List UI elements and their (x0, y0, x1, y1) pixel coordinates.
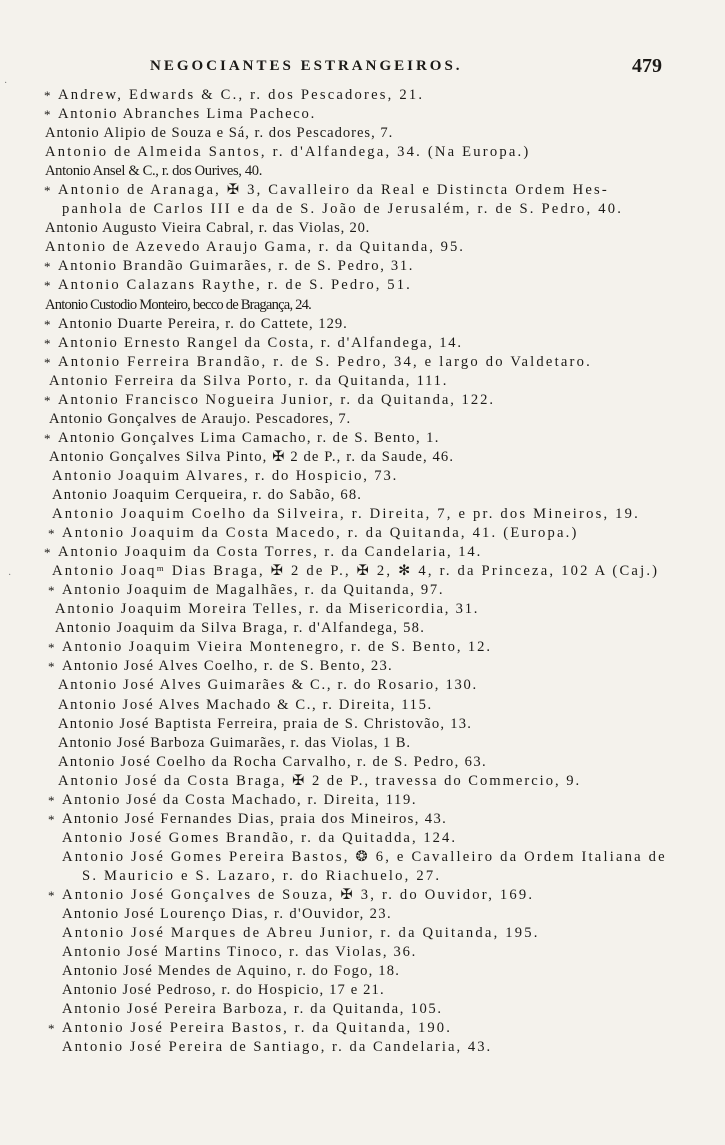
entry-text: Antonio Joaquim de Magalhães, r. da Quitanda, 97. (62, 582, 445, 599)
directory-entry (0, 848, 725, 867)
entry-continuation (0, 867, 725, 886)
directory-entry (0, 962, 725, 981)
entry-text: Antonio Augusto Vieira Cabral, r. das Violas, 20. (45, 220, 371, 237)
entry-text: Antonio José Alves Machado & C., r. Direita, 115. (58, 696, 433, 713)
directory-entry (0, 696, 725, 715)
directory-entry (0, 353, 725, 372)
directory-entry (0, 276, 725, 295)
entry-text: Antonio Abranches Lima Pacheco. (58, 106, 317, 123)
directory-entry (0, 810, 725, 829)
entry-text: Antonio José Martins Tinoco, r. das Violas, 36. (62, 944, 417, 961)
entry-text: Antonio Joaquim Alvares, r. do Hospicio, 73. (52, 467, 399, 484)
directory-entry (0, 1019, 725, 1038)
entry-text: Antonio Francisco Nogueira Junior, r. da Quitanda, 122. (58, 391, 496, 408)
directory-entry (0, 429, 725, 448)
directory-entry (0, 296, 725, 315)
directory-entry (0, 86, 725, 105)
entry-text: Antonio Brandão Guimarães, r. de S. Pedro, 31. (58, 258, 415, 275)
entry-text: Antonio José Baptista Ferreira, praia de S. Christovão, 13. (58, 715, 473, 732)
entry-text: Antonio Joaquim da Costa Macedo, r. da Quitanda, 41. (Europa.) (62, 525, 579, 542)
asterisk-marker: * (44, 316, 51, 332)
entry-text: Antonio Ernesto Rangel da Costa, r. d'Alfandega, 14. (58, 334, 463, 351)
directory-entry (0, 543, 725, 562)
directory-entry (0, 505, 725, 524)
entry-text: Antonio de Aranaga, ✠ 3, Cavalleiro da Real e Distincta Ordem Hes- (58, 182, 609, 199)
directory-entry (0, 981, 725, 1000)
directory-entry (0, 600, 725, 619)
entry-text: Antonio José da Costa Braga, ✠ 2 de P., travessa do Commercio, 9. (58, 772, 582, 789)
directory-entry (0, 715, 725, 734)
directory-entry (0, 124, 725, 143)
asterisk-marker: * (48, 887, 55, 903)
directory-entry (0, 943, 725, 962)
asterisk-marker: * (44, 354, 51, 370)
entry-text: panhola de Carlos III e da de S. João de Jerusalém, r. de S. Pedro, 40. (62, 201, 624, 218)
directory-entry (0, 238, 725, 257)
directory-entry (0, 676, 725, 695)
running-title: NEGOCIANTES ESTRANGEIROS. (150, 58, 463, 74)
directory-entry (0, 905, 725, 924)
directory-entry (0, 734, 725, 753)
asterisk-marker: * (48, 811, 55, 827)
directory-entry (0, 391, 725, 410)
entry-text: Antonio José Fernandes Dias, praia dos Mineiros, 43. (62, 810, 448, 827)
asterisk-marker: * (44, 259, 51, 275)
directory-entry (0, 886, 725, 905)
directory-entry (0, 638, 725, 657)
entry-text: Antonio Joaquim Cerqueira, r. do Sabão, 68. (52, 486, 363, 503)
entry-text: Antonio Ansel & C., r. dos Ourives, 40. (45, 163, 263, 180)
entry-text: Antonio Duarte Pereira, r. do Cattete, 129. (58, 315, 348, 332)
directory-entry (0, 1038, 725, 1057)
asterisk-marker: * (44, 430, 51, 446)
entry-text: Antonio José da Costa Machado, r. Direita, 119. (62, 791, 418, 808)
entry-text: Antonio Ferreira da Silva Porto, r. da Quitanda, 111. (49, 372, 449, 389)
entry-text: Antonio Joaquim da Silva Braga, r. d'Alfandega, 58. (55, 620, 426, 637)
directory-entry (0, 791, 725, 810)
directory-entry (0, 924, 725, 943)
asterisk-marker: * (44, 392, 51, 408)
entry-text: Antonio José Pereira Barboza, r. da Quitanda, 105. (62, 1001, 443, 1018)
entry-text: Antonio de Azevedo Araujo Gama, r. da Quitanda, 95. (45, 239, 465, 256)
entry-text: Antonio Joaquim Moreira Telles, r. da Misericordia, 31. (55, 601, 480, 618)
margin-dot: · (8, 570, 12, 581)
directory-entry (0, 1000, 725, 1019)
entry-continuation (0, 200, 725, 219)
directory-entry (0, 315, 725, 334)
margin-dot: · (4, 78, 8, 89)
directory-entry (0, 219, 725, 238)
entry-text: Antonio José Lourenço Dias, r. d'Ouvidor, 23. (62, 906, 392, 923)
asterisk-marker: * (44, 335, 51, 351)
asterisk-marker: * (44, 88, 51, 103)
directory-entry (0, 524, 725, 543)
entry-list (0, 86, 725, 1057)
entry-text: Antonio Joaquim Coelho da Silveira, r. Direita, 7, e pr. dos Mineiros, 19. (52, 506, 640, 523)
entry-text: Antonio Joaqᵐ Dias Braga, ✠ 2 de P., ✠ 2, ✻ 4, r. da Princeza, 102 A (Caj.) (52, 563, 660, 580)
entry-text: Antonio Gonçalves Lima Camacho, r. de S. Bento, 1. (58, 429, 440, 446)
directory-entry (0, 334, 725, 353)
directory-entry (0, 181, 725, 200)
directory-entry (0, 257, 725, 276)
directory-entry (0, 372, 725, 391)
entry-text: Antonio José Alves Coelho, r. de S. Bento, 23. (62, 658, 393, 675)
entry-text: Antonio de Almeida Santos, r. d'Alfandega, 34. (Na Europa.) (45, 144, 531, 161)
directory-entry (0, 410, 725, 429)
entry-text: Antonio Gonçalves Silva Pinto, ✠ 2 de P., r. da Saude, 46. (49, 448, 455, 465)
asterisk-marker: * (48, 640, 55, 656)
entry-text: Antonio Ferreira Brandão, r. de S. Pedro, 34, e largo do Valdetaro. (58, 353, 592, 370)
entry-text: Antonio José Mendes de Aquino, r. do Fogo, 18. (62, 963, 401, 980)
directory-entry (0, 162, 725, 181)
entry-text: Antonio José Gonçalves de Souza, ✠ 3, r. do Ouvidor, 169. (62, 886, 535, 903)
entry-text: Antonio Calazans Raythe, r. de S. Pedro, 51. (58, 277, 412, 294)
asterisk-marker: * (48, 1021, 55, 1037)
asterisk-marker: * (48, 659, 55, 675)
entry-text: Antonio José Pedroso, r. do Hospicio, 17 e 21. (62, 982, 385, 999)
entry-text: Antonio José Gomes Brandão, r. da Quitadda, 124. (62, 829, 458, 846)
entry-text: Andrew, Edwards & C., r. dos Pescadores, 21. (58, 87, 425, 103)
directory-entry (0, 562, 725, 581)
entry-text: Antonio José Gomes Pereira Bastos, ❂ 6, e Cavalleiro da Ordem Italiana de (62, 848, 667, 865)
entry-text: Antonio José Coelho da Rocha Carvalho, r. de S. Pedro, 63. (58, 753, 488, 770)
directory-entry (0, 753, 725, 772)
directory-entry (0, 619, 725, 638)
entry-text: Antonio Custodio Monteiro, becco de Bragança, 24. (45, 296, 311, 313)
asterisk-marker: * (48, 583, 55, 599)
directory-entry (0, 105, 725, 124)
asterisk-marker: * (44, 545, 51, 561)
directory-entry (0, 448, 725, 467)
asterisk-marker: * (44, 278, 51, 294)
directory-entry (0, 657, 725, 676)
directory-entry (0, 772, 725, 791)
entry-text: Antonio José Pereira de Santiago, r. da Candelaria, 43. (62, 1039, 493, 1056)
entry-text: S. Mauricio e S. Lazaro, r. do Riachuelo, 27. (82, 867, 442, 884)
asterisk-marker: * (44, 183, 51, 199)
entry-text: Antonio José Barboza Guimarães, r. das Violas, 1 B. (58, 734, 412, 751)
directory-entry (0, 143, 725, 162)
page-number: 479 (632, 55, 662, 77)
entry-text: Antonio Joaquim Vieira Montenegro, r. de S. Bento, 12. (62, 639, 492, 656)
entry-text: Antonio José Marques de Abreu Junior, r. da Quitanda, 195. (62, 925, 540, 942)
entry-text: Antonio Joaquim da Costa Torres, r. da Candelaria, 14. (58, 544, 483, 561)
page-header (0, 55, 725, 80)
asterisk-marker: * (48, 526, 55, 542)
asterisk-marker: * (48, 792, 55, 808)
directory-entry (0, 829, 725, 848)
entry-text: Antonio José Alves Guimarães & C., r. do Rosario, 130. (58, 677, 478, 694)
asterisk-marker: * (44, 107, 51, 123)
entry-text: Antonio Alipio de Souza e Sá, r. dos Pescadores, 7. (45, 125, 394, 142)
directory-entry (0, 581, 725, 600)
directory-entry (0, 467, 725, 486)
entry-text: Antonio José Pereira Bastos, r. da Quitanda, 190. (62, 1020, 452, 1037)
directory-entry (0, 486, 725, 505)
entry-text: Antonio Gonçalves de Araujo. Pescadores, 7. (49, 410, 352, 427)
